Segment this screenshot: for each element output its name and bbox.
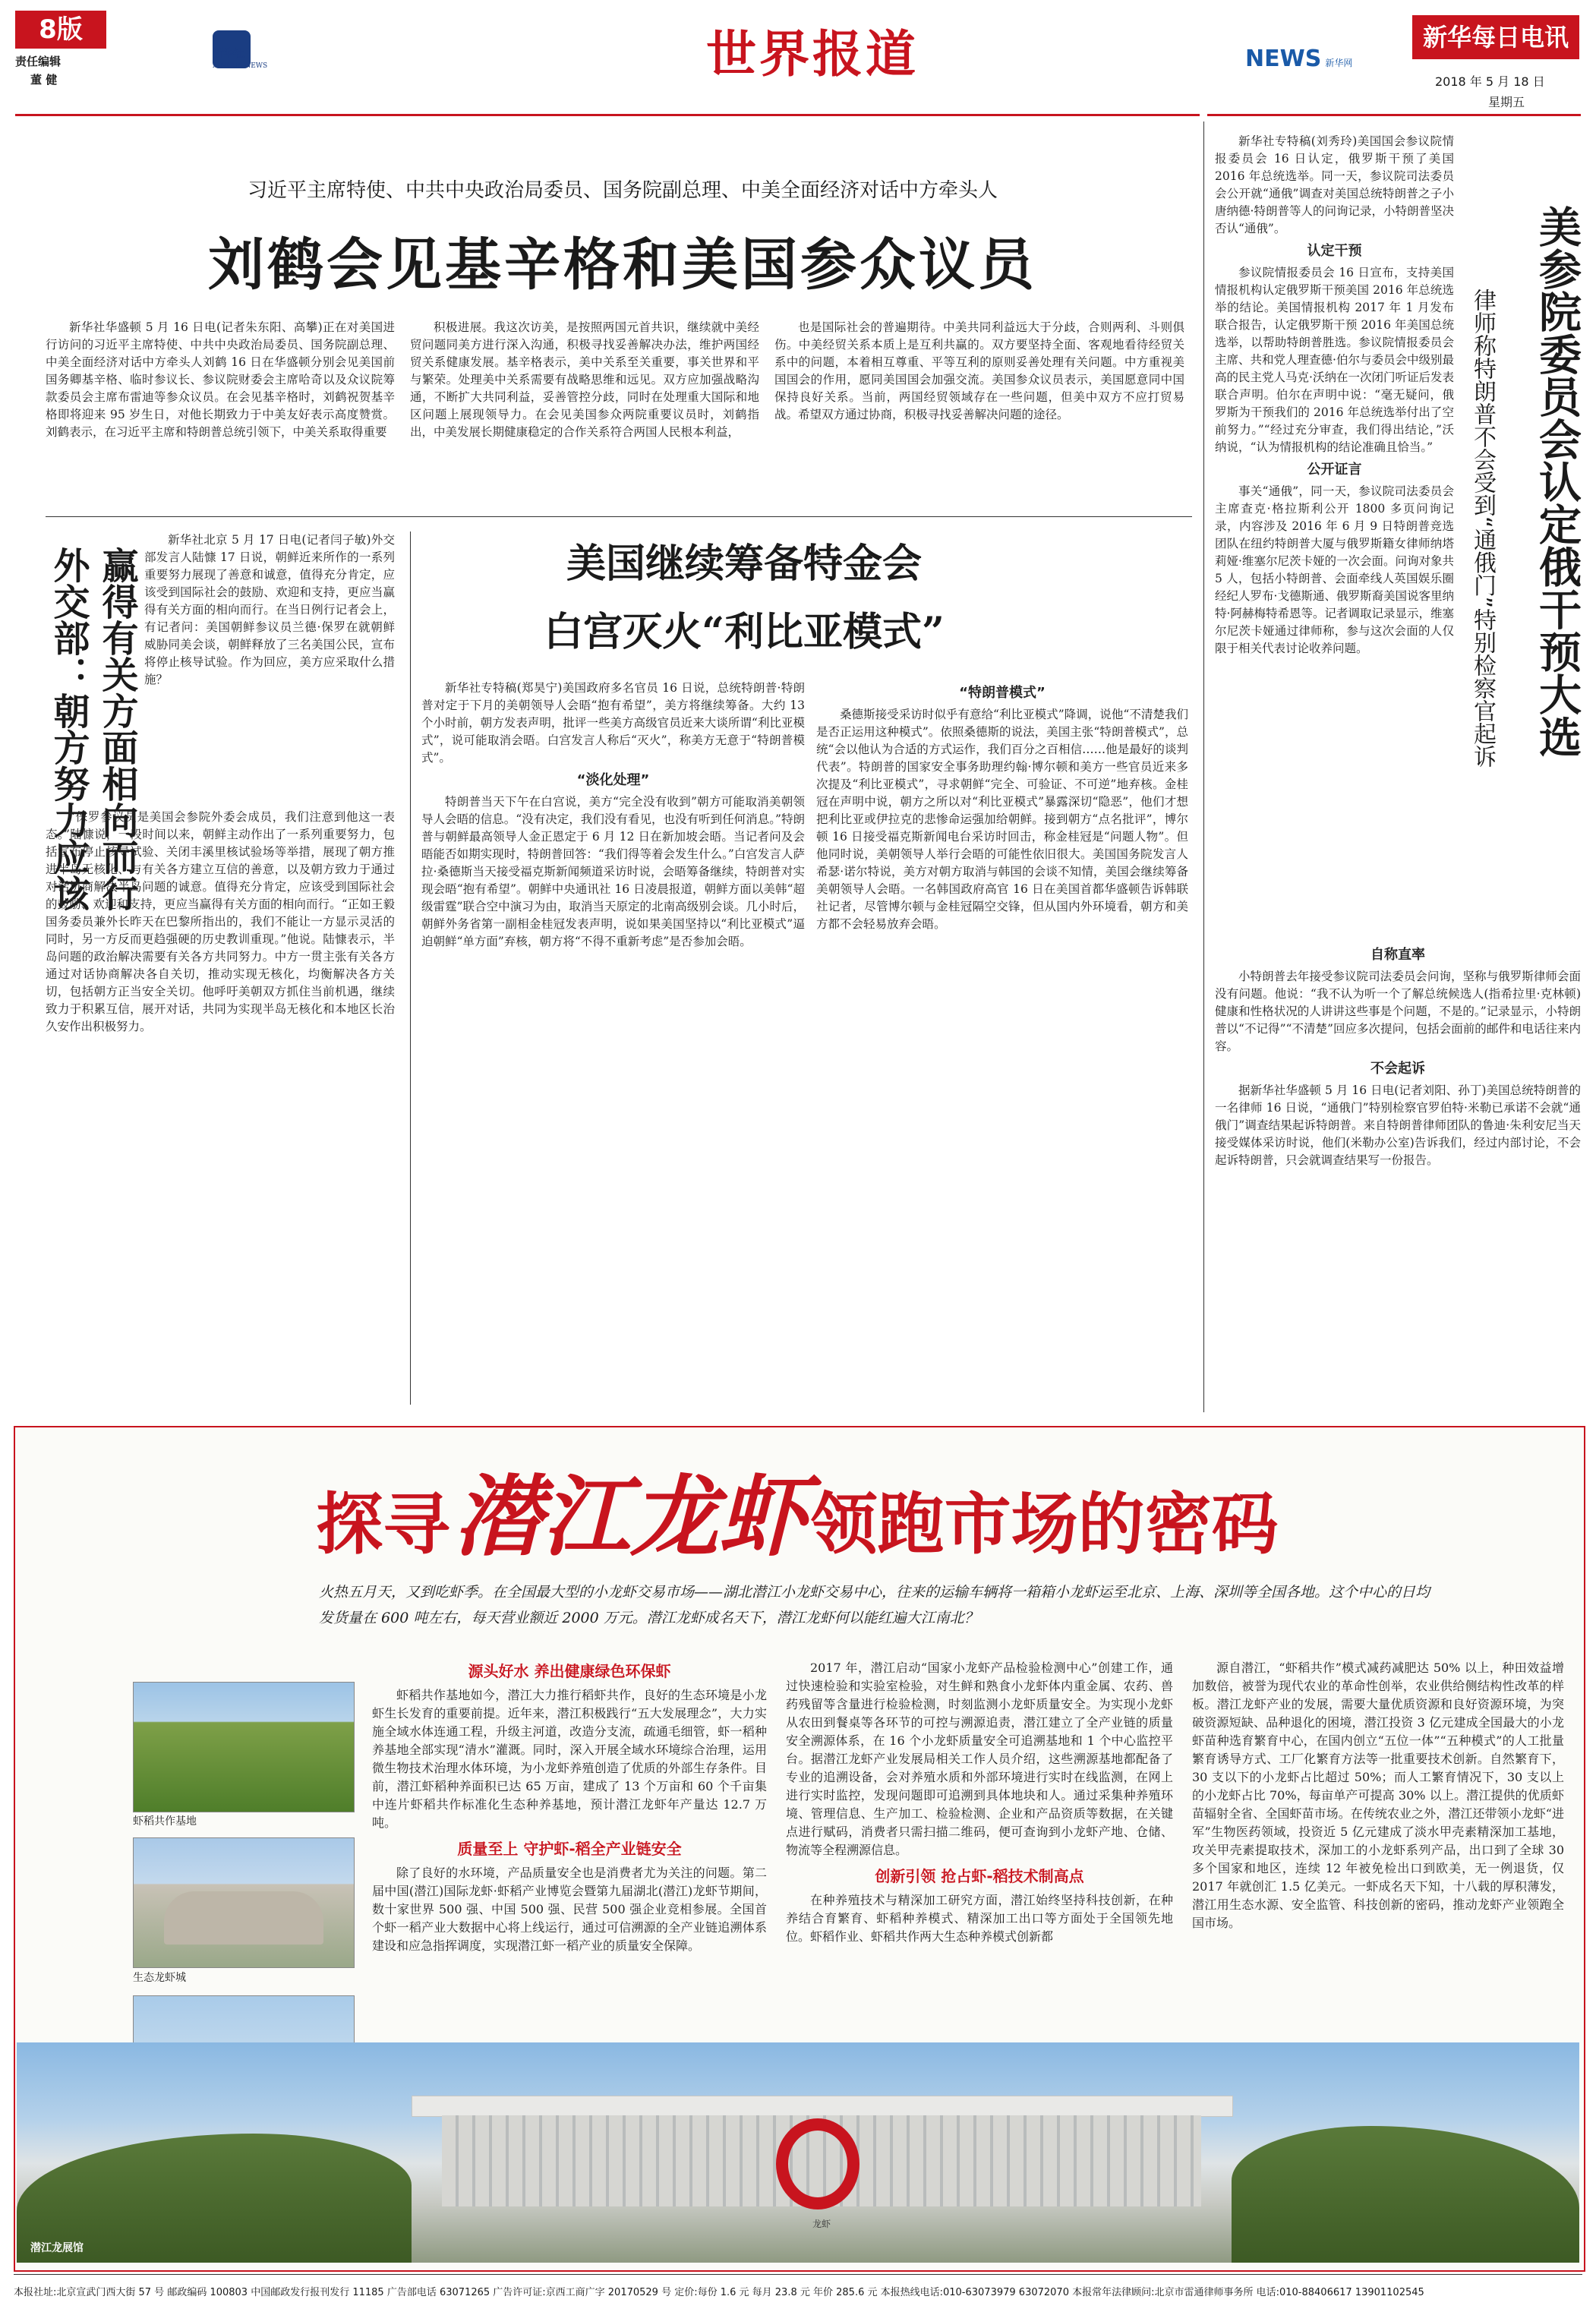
- header-rule-right: [1207, 114, 1581, 116]
- lead-col1-text: 新华社华盛顿 5 月 16 日电(记者朱东阳、高攀)正在对美国进行访问的习近平主席特使、中共中央政治局委员、国务院副总理、中美全面经济对话中方牵头人刘鹤 16 日在华盛顿分别会见美国前国务卿基辛格、临时参议长、参议院财委会主席哈奇以及众议院筹款委员会主席布雷迪等参众议员。在会见基辛格时，刘鹤祝贺基辛格即将迎来 95 岁生日，对他长期致力于中美友好表示高度赞赏。刘鹤表示，在习近平主席和特朗普总统引领下，中美关系取得重要: [46, 320, 395, 439]
- xinhua-logo-sub: XINHUA NEWS: [213, 62, 268, 70]
- feature-title-c: 领跑市场的密码: [810, 1485, 1279, 1563]
- right-intro-text: 新华社专特稿(刘秀玲)美国国会参议院情报委员会 16 日认定，俄罗斯干预了美国 2016 年总统选举。同一天，参议院司法委员会公开就“通俄”调查对美国总统特朗普之子小唐纳德·特朗普等人的问询记录，小特朗普坚决否认“通俄”。: [1215, 134, 1454, 235]
- right-p3-text: 小特朗普去年接受参议院司法委员会问询，坚称与俄罗斯律师会面没有问题。他说：“我不认为听一个了解总统候选人(指希拉里·克林顿)健康和性格状况的人讲讲这些事是个问题，不是的。”记录显示，小特朗普以“不记得”“不清楚”回应多次提问，包括会面前的邮件和电话往来内容。: [1215, 970, 1581, 1053]
- left-headline-1: 外交部：朝方努力应该: [47, 547, 90, 911]
- editor-label: 责任编辑: [15, 55, 62, 68]
- left-headline-2: 赢得有关方面相向而行: [96, 547, 138, 911]
- mid-headline-2: 白宫灭火“利比亚模式”: [544, 609, 945, 655]
- footer-info: 本报社址:北京宣武门西大街 57 号 邮政编码 100803 中国邮政发行报刊发行 11185 广告部电话 63071265 广告许可证:京西工商广字 20170529 号 定价:每份 1.6 元 每月 23.8 元 年价 285.6 元 本报热线电话:010-63073979 63072070 本报常年法律顾问:北京市雷通律师事务所 电话:010-88406617 13901102545: [14, 2287, 1424, 2298]
- page-number: 8版: [39, 14, 83, 45]
- lead-kicker: 习近平主席特使、中共中央政治局委员、国务院副总理、中美全面经济对话中方牵头人: [247, 179, 998, 202]
- left-short-column: [144, 531, 395, 805]
- mid-body1-text: 特朗普当天下午在白宫说，美方“完全没有收到”朝方可能取消美朝领导人会晤的信息。“没有决定，我们没有看见，也没有听到任何消息。”特朗普与朝鲜最高领导人金正恩定于 6 月 12 日在新加坡会晤。当记者问及会晤能否如期实现时，特朗普回答：“我们得等着会发生什么。”白宫发言人萨拉·桑德斯当天接受福克斯新闻频道采访时说，会晤筹备继续，特朗普对实现会晤“抱有希望”。朝鲜中央通讯社 16 日凌晨报道，朝鲜方面以美韩“超级雷霆”联合空中演习为由，取消当天原定的北南高级别会谈。几小时后，朝鲜外务省第一副相金桂冠发表声明，说如果美国坚持以“利比亚模式”逼迫朝鲜“单方面”弃核，朝方将“不得不重新考虑”是否参加会晤。: [421, 795, 805, 948]
- feature-col2b-text: 在种养殖技术与精深加工研究方面，潜江始终坚持科技创新，在种养结合育繁育、虾稻种养模式、精深加工出口等方面处于全国领先地位。虾稻作业、虾稻共作两大生态种养模式创新都: [786, 1893, 1173, 1944]
- right-p4-text: 据新华社华盛顿 5 月 16 日电(记者刘阳、孙丁)美国总统特朗普的一名律师 16 日说，“通俄门”特别检察官罗伯特·米勒已承诺不会就“通俄门”调查结果起诉特朗普。来自特朗普律师团队的鲁迪·朱利安尼当天接受媒体采访时说，他们(米勒办公室)告诉我们，经过内部讨论，不会起诉特朗普，只会就调查结果写一份报告。: [1215, 1083, 1581, 1167]
- right-subhead-4: 不会起诉: [1370, 1061, 1425, 1077]
- mid-headline-1: 美国继续筹备特金会: [566, 541, 922, 587]
- paper-name-text: 新华每日电讯: [1422, 23, 1569, 52]
- feature-headline: [46, 1446, 1549, 1573]
- xinhua-logo-text: 新华社: [213, 48, 244, 60]
- lead-column-2: [410, 319, 759, 509]
- feature-col3-text: 源自潜江，“虾稻共作”模式减药减肥达 50% 以上，种田效益增加数倍，被誉为现代农业的革命性创举，农业供给侧结构性改革的样板。潜江龙虾产业的发展，需要大量优质资源和良好资源环境，为突破资源短缺、品种退化的困境，潜江投资 3 亿元建成全国最大的小龙虾苗种选育繁育中心，在国内创立“五位一体”“五种模式”的人工批量繁育诱导方式、工厂化繁育方法等一批重要技术创新。自然繁育下，30 支以下的小龙虾占比超过 50%；而人工繁育情况下，30 支以上的小龙虾占比 70%，每亩单产可提高 30% 以上。潜江提供的优质虾苗辐射全省、全国虾苗市场。在传统农业之外，潜江还带领小龙虾“进军”生物医药领域，投资近 5 亿元建成了淡水甲壳素精深加工基地，攻关甲壳素提取技术，深加工的小龙虾系列产品，出口到了全球 30 多个国家和地区，连续 12 年被免检出口到欧美，无一例退货，仅 2017 年就创汇 1.5 亿美元。一虾成名天下知，十八载的厚积薄发，潜江用生态水源、安全监管、科技创新的密码，推动龙虾产业领跑全国市场。: [1192, 1661, 1564, 1930]
- sculpture-mark: 龙虾: [812, 2219, 831, 2229]
- photo-shrimp-rice-field: [133, 1682, 355, 1812]
- feature-column-2: [786, 1659, 1173, 2039]
- caption-2: 生态龙虾城: [133, 1972, 186, 1984]
- feature-col1b-text: 除了良好的水环境，产品质量安全也是消费者尤为关注的问题。第二届中国(潜江)国际龙虾·虾稻产业博览会暨第九届湖北(潜江)龙虾节期间，数十家世界 500 强、中国 500 强、民营 500 强企业竞相参展。全国首个虾一稻产业大数据中心将上线运行，通过可信溯源的全产业链追溯体系建设和应急指挥调度，实现潜江虾一稻产业的质量安全保障。: [372, 1866, 767, 1953]
- trees-right: [1232, 2126, 1579, 2263]
- caption-1: 虾稻共作基地: [133, 1815, 197, 1828]
- feature-intro: 火热五月天，又到吃虾季。在全国最大型的小龙虾交易市场——湖北潜江小龙虾交易中心，往来的运输车辆将一箱箱小龙虾运至北京、上海、深圳等全国各地。这个中心的日均发货量在 600 吨左右，每天营业额近 2000 万元。潜江龙虾成名天下，潜江龙虾何以能红遍大江南北？: [319, 1584, 1430, 1626]
- lead-col2-text: 积极进展。我这次访美，是按照两国元首共识，继续就中美经贸问题同美方进行深入沟通，积极寻找妥善解决办法，维护两国经贸关系健康发展。基辛格表示，美中关系至关重要，事关世界和平与繁荣。处理美中关系需要有战略思维和远见。双方应加强战略沟通，不断扩大共同利益，妥善管控分歧，同时在处理重大国际和地区问题上展现领导力。在会见美国参众两院重要议员时，刘鹤指出，中美发展长期健康稳定的合作关系符合两国人民根本利益，: [410, 320, 759, 439]
- issue-weekday: 星期五: [1488, 95, 1525, 109]
- news-logo-en: NEWS: [1245, 46, 1322, 72]
- lead-col3-text: 也是国际社会的普遍期待。中美共同利益远大于分歧，合则两利、斗则俱伤。中美经贸关系本质上是互利共赢的。双方要坚持全面、客观地看待经贸关系中的问题，本着相互尊重、平等互利的原则妥善处理有关问题。中方重视美国国会的作用，愿同美国国会加强交流。美国参众议员表示，美国愿意同中国保持良好关系。当前，两国经贸领域存在一些问题，但美中双方不应打贸易战。希望双方通过协商，积极寻找妥善解决问题的途径。: [774, 320, 1184, 421]
- caption-4: 潜江龙展馆: [30, 2242, 84, 2254]
- right-p1-text: 参议院情报委员会 16 日宣布，支持美国情报机构认定俄罗斯干预美国 2016 年总统选举的结论。美国情报机构 2017 年 1 月发布联合报告，认定俄罗斯干预 2016 年美国总统选举，以帮助特朗普胜选。参议院情报委员会主席、共和党人理查德·伯尔与委员会中级别最高的民主党人马克·沃纳在一次闭门听证后发表联合声明。伯尔在声明中说：“毫无疑问，俄罗斯为干预我们的 2016 年总统选举付出了空前努力。”“经过充分审查，我们得出结论，”沃纳说，“认为情报机构的结论准确且恰当。”: [1215, 266, 1454, 454]
- vertical-divider-right: [1203, 121, 1204, 1412]
- feature-col2-text: 2017 年，潜江启动“国家小龙虾产品检验检测中心”创建工作，通过快速检验和实验室检验，对生鲜和熟食小龙虾体内重金属、农药、兽药残留等含量进行检验检测，时刻监测小龙虾质量安全。为实现小龙虾从农田到餐桌等各环节的可控与溯源追责，潜江建立了全产业链的质量安全溯源体系，在 16 个小龙虾质量安全可追溯基地和 1 个中心监控平台。据潜江龙虾产业发展局相关工作人员介绍，这些溯源基地都配备了专业的追溯设备，会对养殖水质和外部环境进行实时在线监测，在网上进行实时监控，发现问题即可追溯到具体地块和人。通过采集种养殖环境、管理信息、生产加工、检验检测、企业和产品资质等数据，在关键点进行赋码，消费者只需扫描二维码，便可查询到小龙虾产地、仓储、物流等全程溯源信息。: [786, 1661, 1173, 1857]
- header-rule: [15, 114, 1200, 116]
- right-headline: 美参院委员会认定俄干预大选: [1532, 205, 1582, 758]
- news-logo-cn: 新华网: [1325, 58, 1353, 68]
- hall-roof: [412, 2096, 1233, 2117]
- right-column-top: [1215, 133, 1454, 938]
- issue-date: 2018 年 5 月 18 日: [1435, 74, 1545, 89]
- paper-name: [1412, 15, 1579, 59]
- vertical-divider-left: [410, 531, 411, 1405]
- editor-name: 董 健: [30, 73, 58, 87]
- right-subhead-3: 自称直率: [1370, 947, 1425, 963]
- mid-body2-text: 桑德斯接受采访时似乎有意给“利比亚模式”降调，说他“不清楚我们是否正运用这种模式”。依照桑德斯的说法，美国主张“特朗普模式”，总统“会以他认为合适的方式运作，我们百分之百相信……他是最好的谈判代表”。特朗普的国家安全事务助理约翰·博尔顿和美方一些官员近来多次提及“利比亚模式”，寻求朝鲜“完全、可验证、不可逆”地弃核。金桂冠在声明中说，朝方之所以对“利比亚模式”暴露深切“隐恶”，他们才想把利比亚或伊拉克的悲惨命运强加给朝鲜。接到朝方“点名批评”，博尔顿 16 日接受福克斯新闻电台采访时回击，称金桂冠是“问题人物”。但他同时说，美朝领导人举行会晤的可能性依旧很大。美国国务院发言人希瑟·诺尔特说，美方对朝方取消与韩国的会谈不知情，美国会继续筹备美朝领导人会晤。一名韩国政府高官 16 日在美国首都华盛顿告诉韩联社记者，尽管博尔顿与金桂冠隔空交锋，但从国内外环境看，朝方和美方都不会轻易放弃会晤。: [816, 708, 1188, 931]
- mid-lead-text: 新华社专特稿(郑昊宁)美国政府多名官员 16 日说，总统特朗普·特朗普对定于下月的美朝领导人会晤“抱有希望”，美方将继续筹备。大约 13 个小时前，朝方发表声明，批评一些美方高级官员近来大谈所谓“利比亚模式”，说可能取消会晤。白宫发言人称后“灭火”，称美方无意于“特朗普模式”。: [421, 681, 805, 765]
- feature-title-b: 潜江龙虾: [454, 1466, 806, 1569]
- page-number-box: [15, 11, 106, 49]
- left-body-text: “保罗参议员是美国会参院外委会成员，我们注意到他这一表态。”陆慷说，一段时间以来，朝鲜主动作出了一系列重要努力，包括宣布停止核导试验、关闭丰溪里核试验场等举措，展现了朝方推进半岛无核化、与有关各方建立互信的善意，以及朝方致力于通过对话协商解决半岛问题的诚意。值得充分肯定，应该受到国际社会的鼓励、欢迎和支持，更应当赢得有关方面的相向而行。“正如王毅国务委员兼外长昨天在巴黎所指出的，我们不能让一方显示灵活的同时，另一方反而更趋强硬的历史教训重现。”他说。陆慷表示，半岛问题的政治解决需要有关各方共同努力。中方一贯主张有关各方通过对话协商解决各自关切，推动实现无核化，均衡解决各方关切，包括朝方正当安全关切。他呼吁美朝双方抓住当前机遇，继续致力于积累互信，展开对话，共同为实现半岛无核化和本地区长治久安作出积极努力。: [46, 810, 395, 1033]
- feature-section-2: 质量至上 守护虾-稻全产业链安全: [457, 1840, 682, 1858]
- mid-column-1: [421, 680, 805, 1412]
- right-subheadline: 律师称特朗普不会受到“通俄门”特别检察官起诉: [1469, 289, 1496, 768]
- footer-rule: [14, 2274, 1582, 2275]
- feature-column-1: [372, 1659, 767, 2039]
- feature-section-3: 创新引领 抢占虾-稻技术制高点: [875, 1867, 1084, 1885]
- lead-column-1: [46, 319, 395, 509]
- left-short-text: 新华社北京 5 月 17 日电(记者闫子敏)外交部发言人陆慷 17 日说，朝鲜近来所作的一系列重要努力展现了善意和诚意，值得充分肯定，应该受到国际社会的鼓励、欢迎和支持，更应当赢得有关方面的相向而行。在当日例行记者会上，有记者问：美国朝鲜参议员兰德·保罗在就朝鲜威胁同美会谈，朝鲜释放了三名美国公民，宣布将停止核导试验。作为回应，美方应采取什么措施？: [144, 533, 395, 686]
- feature-col1-text: 虾稻共作基地如今，潜江大力推行稻虾共作，良好的生态环境是小龙虾生长发育的重要前提。近年来，潜江积极践行“五大发展理念”，大力实施全域水体连通工程，升级主河道，改造分支流，疏通毛细管，虾一稻种养基地全部实现“清水”灌溉。同时，深入开展全域水环境综合治理，运用微生物技术治理水体环境，为小龙虾养殖创造了优质的外部生存条件。目前，潜江虾稻种养面积已达 65 万亩，建成了 13 个万亩和 60 个千亩集中连片虾稻共作标准化生态种养基地，预计潜江龙虾年产量达 12.7 万吨。: [372, 1688, 767, 1830]
- right-subhead-2: 公开证言: [1307, 462, 1362, 478]
- mid-subhead-1: “淡化处理”: [576, 772, 650, 788]
- red-sculpture: [776, 2118, 860, 2209]
- lead-headline: 刘鹤会见基辛格和美国参众议员: [208, 232, 1037, 298]
- photo-building-shape: [164, 1891, 323, 1945]
- right-column-bottom: [1215, 942, 1581, 1412]
- right-p2-text: 事关“通俄”，同一天，参议院司法委员会主席查克·格拉斯利公开 1800 多页问询记录，内容涉及 2016 年 6 月 9 日特朗普竞选团队在纽约特朗普大厦与俄罗斯籍女律师纳塔莉娅·维塞尔尼茨卡娅的一次会面。问询对象共 5 人，包括小特朗普、会面牵线人英国娱乐圈经纪人罗布·戈德斯通、俄罗斯裔美国说客里纳特·阿赫梅特希恩等。记者调取记录显示，维塞尔尼茨卡娅通过律师称，参与这次会面的人仅限于相关代表讨论收养问题。: [1215, 484, 1454, 655]
- section-title: 世界报道: [706, 24, 919, 84]
- photo-exhibition-hall: [17, 2042, 1579, 2263]
- feature-column-3: [1192, 1659, 1564, 2039]
- right-subhead-1: 认定干预: [1307, 243, 1362, 259]
- photo-ecological-city: [133, 1837, 355, 1968]
- mid-subhead-2: “特朗普模式”: [959, 685, 1046, 701]
- feature-section-1: 源头好水 养出健康绿色环保虾: [468, 1662, 671, 1680]
- left-body-column: [46, 809, 395, 1405]
- feature-title-a: 探寻: [316, 1485, 450, 1563]
- news-logo: [1245, 46, 1352, 72]
- mid-column-2: [816, 680, 1188, 1412]
- divider: [46, 516, 1192, 517]
- lead-column-3: [774, 319, 1184, 509]
